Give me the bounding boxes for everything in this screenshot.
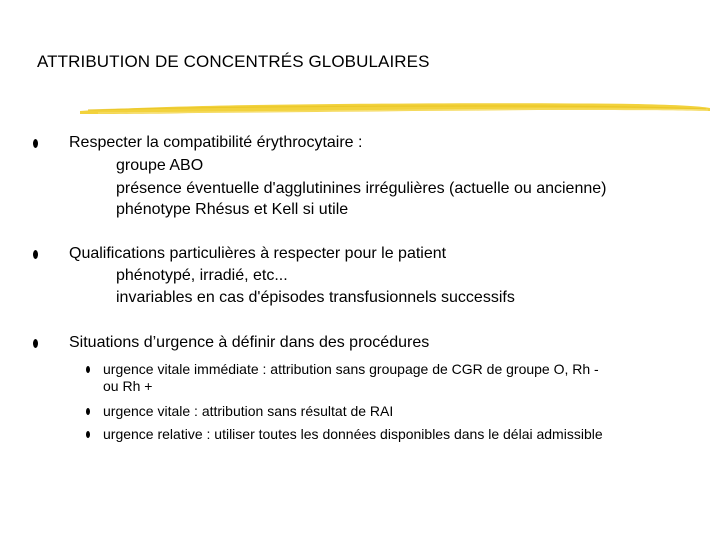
bullet-dot (33, 250, 38, 259)
bullet-3-text: Situations d’urgence à définir dans des procédures (69, 334, 430, 351)
bullet-3-subitem-1: urgence vitale immédiate : attribution sans groupage de CGR de groupe O, Rh - (103, 361, 599, 377)
bullet-1-line-1: groupe ABO (116, 157, 204, 174)
sub-bullet-dot (86, 366, 90, 373)
bullet-3-subitem-2: urgence vitale : attribution sans résultat de RAI (103, 403, 394, 419)
bullet-1-text: Respecter la compatibilité érythrocytaire : (69, 134, 363, 151)
bullet-1-line-2: présence éventuelle d'agglutinines irrégulières (actuelle ou ancienne) (116, 180, 607, 197)
bullet-2-line-2: invariables en cas d'épisodes transfusionnels successifs (116, 289, 515, 306)
bullet-1-line-3: phénotype Rhésus et Kell si utile (116, 201, 349, 218)
bullet-2-text: Qualifications particulières à respecter pour le patient (69, 245, 447, 262)
sub-bullet-dot (86, 408, 90, 415)
title-underline-brushstroke (78, 98, 712, 120)
bullet-3-subitem-3: urgence relative : utiliser toutes les données disponibles dans le délai admissible (103, 426, 603, 442)
bullet-2-line-1: phénotypé, irradié, etc... (116, 267, 288, 284)
bullet-dot (33, 339, 38, 348)
sub-bullet-dot (86, 431, 90, 438)
slide-title: ATTRIBUTION DE CONCENTRÉS GLOBULAIRES (37, 52, 430, 71)
bullet-3-subitem-1-continued: ou Rh + (103, 378, 153, 394)
bullet-dot (33, 139, 38, 148)
